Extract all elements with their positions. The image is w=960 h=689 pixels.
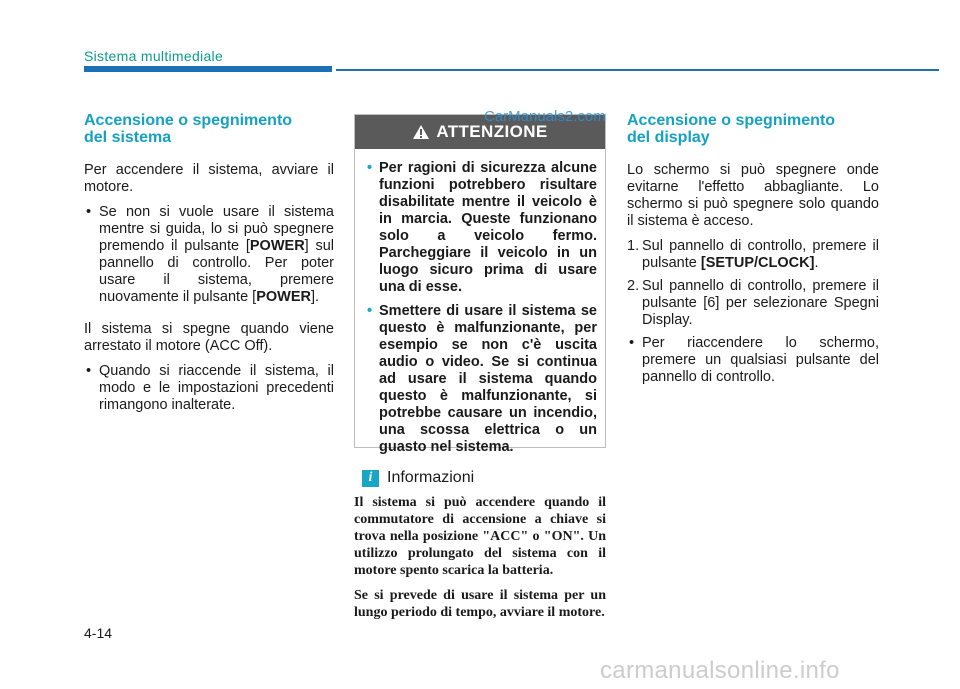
warning-list (367, 160, 597, 456)
heading-line-2: del sistema (84, 129, 172, 146)
site-watermark: carmanualsonline.info (600, 657, 840, 684)
heading-line-1: Accensione o spegnimento (627, 112, 836, 129)
bullet-list (84, 363, 334, 414)
step-text: . (814, 255, 819, 271)
warning-triangle-icon (412, 124, 430, 140)
watermark-link[interactable]: CarManuals2.com (484, 108, 606, 125)
paragraph: Il sistema si spegne quando viene arrestato il motore (ACC Off). (84, 321, 334, 354)
list-item (84, 204, 334, 306)
bullet-text: ]. (310, 289, 320, 305)
column-display-power (627, 112, 879, 392)
warning-text: Per ragioni di sicurezza alcune funzioni potrebbero risultare disabilitate mentre il veicolo è in marcia. Queste funzionano solo a veicolo fermo. Parcheggiare il veicolo in un luogo sicuro prima di usare una di esse. (379, 160, 597, 295)
bullet-dot: • (367, 303, 373, 319)
info-title: Informazioni (387, 469, 475, 486)
info-paragraph: Il sistema si può accendere quando il commutatore di accensione a chiave si trova nella posizione "ACC" o "ON". Un utilizzo prolungato del sistema con il motore spento scarica la batteria. (354, 495, 606, 578)
header-rule (336, 69, 939, 71)
step-text: Sul pannello di controllo, premere il pulsante [6] per selezionare Spegni Display. (642, 278, 879, 328)
heading-line-2: del display (627, 129, 710, 146)
bullet-text: Se non si vuole usare il sistema mentre si guida, lo si può spegnere premendo il pulsante [ (99, 204, 334, 254)
heading-line-1: Accensione o spegnimento (84, 112, 293, 129)
warning-title: ATTENZIONE (436, 122, 548, 141)
intro-paragraph: Lo schermo si può spegnere onde evitarne l'effetto abbagliante. Lo schermo si può spegnere solo quando il sistema è acceso. (627, 162, 879, 229)
info-header (362, 469, 474, 487)
info-icon: i (362, 470, 379, 487)
list-item (367, 160, 597, 296)
header-accent-bar (84, 66, 332, 72)
bullet-list (627, 335, 879, 386)
warning-box (354, 114, 606, 455)
step-item (627, 238, 879, 272)
heading-display-power (627, 112, 879, 146)
list-item: • Per riaccendere lo schermo, premere un qualsiasi pulsante del pannello di controllo. (627, 335, 879, 386)
column-system-power (84, 112, 334, 420)
step-number: 2. (627, 278, 640, 294)
bullet-text: ] sul pannello di controllo. Per poter usare il sistema, premere nuovamente il pulsante [ (99, 238, 335, 305)
warning-text: Smettere di usare il sistema se questo è malfunzionante, per esempio se non c'è uscita audio o video. Se si continua ad usare il sistema quando questo è malfunzionante, si potrebbe causare un incendio, una scossa elettrica o un guasto nel sistema. (379, 303, 597, 455)
info-paragraph: Se si prevede di usare il sistema per un lungo periodo di tempo, avviare il motore. (354, 588, 606, 620)
bullet-dot: • (367, 160, 373, 176)
step-item (627, 278, 879, 329)
list-item: • Quando si riaccende il sistema, il modo e le impostazioni precedenti rimangono inalterate. (84, 363, 334, 414)
step-text: Sul pannello di controllo, premere il pulsante (642, 238, 879, 271)
bullet-list (84, 204, 334, 306)
section-title: Sistema multimediale (84, 48, 224, 64)
warning-body (355, 149, 605, 456)
heading-system-power (84, 112, 334, 146)
setup-clock-key-label: [SETUP/CLOCK] (700, 255, 815, 271)
page-number: 4-14 (84, 625, 113, 641)
info-body (354, 494, 606, 629)
power-key-label: POWER (256, 289, 311, 305)
step-number: 1. (627, 238, 640, 254)
steps-list (627, 238, 879, 329)
power-key-label: POWER (249, 238, 305, 254)
list-item (367, 303, 597, 456)
intro-paragraph: Per accendere il sistema, avviare il motore. (84, 162, 334, 195)
